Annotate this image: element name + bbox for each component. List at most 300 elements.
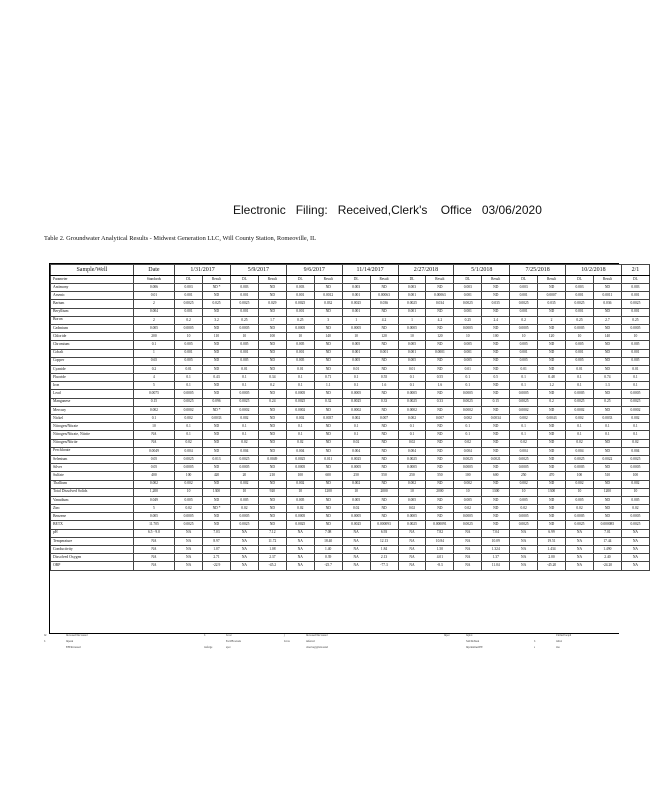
result-cell: 7.12	[258, 529, 286, 537]
detection-limit-cell: 100	[286, 472, 314, 480]
parameter-name: Antimony	[51, 284, 134, 292]
standard-value: NA	[133, 546, 174, 554]
detection-limit-cell: 0.0005	[342, 513, 370, 521]
result-cell: ND	[538, 357, 566, 365]
detection-limit-cell: 0.01	[286, 365, 314, 373]
result-cell: 1.40	[314, 546, 342, 554]
footnote-item	[204, 646, 230, 649]
result-cell: 0.24	[258, 398, 286, 406]
result-cell: 140	[314, 333, 342, 341]
standard-value: 400	[133, 472, 174, 480]
result-cell: ND	[314, 357, 342, 365]
groundwater-results-table	[50, 264, 650, 571]
result-cell: 17.44	[593, 537, 621, 545]
result-cell: 0.1	[593, 423, 621, 431]
result-cell: ND	[314, 390, 342, 398]
footnote-text: Inp/destined/EE	[466, 646, 483, 649]
result-cell: ND	[593, 308, 621, 316]
detection-limit-cell: 0.0005	[510, 513, 538, 521]
result-cell: 0.032	[314, 300, 342, 308]
detection-limit-cell: 0.005	[342, 357, 370, 365]
detection-limit-cell: 0.1	[230, 382, 258, 390]
result-cell: ND	[482, 357, 510, 365]
result-cell: ND	[370, 464, 398, 472]
detection-limit-cell: 0.002	[566, 480, 594, 488]
table-row	[51, 496, 650, 504]
detection-limit-cell: 0.25	[286, 316, 314, 324]
detection-limit-cell: 0.0025	[398, 455, 426, 463]
detection-limit-cell: 0.003	[398, 284, 426, 292]
dl-header: DL	[342, 276, 370, 284]
result-cell: ND	[258, 464, 286, 472]
result-cell: -25.7	[314, 562, 342, 570]
result-cell: -45.20	[538, 562, 566, 570]
detection-limit-cell: 0.0025	[454, 300, 482, 308]
standard-value: 4	[133, 374, 174, 382]
detection-limit-cell: NA	[175, 529, 203, 537]
detection-limit-cell: 0.2	[175, 316, 203, 324]
result-cell: ND	[370, 496, 398, 504]
result-cell: ND	[258, 431, 286, 439]
table-row	[51, 447, 650, 455]
footnote-text: bcosc	[226, 634, 232, 637]
detection-limit-cell: 0.01	[566, 365, 594, 373]
parameter-name: Zinc	[51, 505, 134, 513]
result-cell: ND	[538, 308, 566, 316]
detection-limit-cell: 0.1	[286, 431, 314, 439]
dl-header: DL	[621, 276, 649, 284]
result-cell: ND	[538, 480, 566, 488]
result-cell: ND	[426, 365, 454, 373]
detection-limit-cell: 0.001	[510, 292, 538, 300]
detection-limit-cell: 1	[398, 316, 426, 324]
detection-limit-cell: 0.02	[454, 505, 482, 513]
result-cell: 7.03	[203, 529, 231, 537]
table-row	[51, 357, 650, 365]
result-cell: ND	[370, 480, 398, 488]
detection-limit-cell: 0.005	[286, 341, 314, 349]
detection-limit-cell: NA	[454, 554, 482, 562]
detection-limit-cell: 0.1	[230, 423, 258, 431]
detection-limit-cell: 0.01	[175, 365, 203, 373]
result-cell: ND	[203, 365, 231, 373]
result-cell: ND	[482, 464, 510, 472]
result-cell: 0.74	[593, 374, 621, 382]
table-row	[51, 488, 650, 496]
result-cell: 0.007	[370, 415, 398, 423]
detection-limit-cell: 0.003	[454, 284, 482, 292]
detection-limit-cell: 0.001	[230, 308, 258, 316]
result-cell: 0.025	[203, 300, 231, 308]
detection-limit-cell: NA	[454, 562, 482, 570]
detection-limit-cell: 0.005	[621, 496, 649, 504]
detection-limit-cell: 10	[175, 333, 203, 341]
result-cell: 7.82	[426, 529, 454, 537]
standard-value: NA	[133, 439, 174, 447]
table-row	[51, 390, 650, 398]
result-cell: 1300	[482, 488, 510, 496]
detection-limit-cell: 0.01	[454, 365, 482, 373]
result-cell: ND	[314, 480, 342, 488]
result-cell: ND	[426, 390, 454, 398]
detection-limit-cell: NA	[621, 537, 649, 545]
result-cell: 0.000093	[370, 521, 398, 529]
standard-value: 11.705	[133, 521, 174, 529]
detection-limit-cell: 10	[286, 333, 314, 341]
detection-limit-cell: 0.001	[510, 349, 538, 357]
detection-limit-cell: 0.005	[175, 341, 203, 349]
detection-limit-cell: 0.02	[454, 439, 482, 447]
result-cell: ND	[258, 423, 286, 431]
detection-limit-cell: 0.002	[454, 480, 482, 488]
footnote-text: Ea/d/Brocreek	[226, 640, 241, 643]
table-row	[51, 423, 650, 431]
parameter-name: Dissolved Oxygen	[51, 554, 134, 562]
result-cell: ND	[314, 431, 342, 439]
detection-limit-cell: 0.01	[342, 365, 370, 373]
result-cell: ND	[482, 308, 510, 316]
result-cell: ND	[593, 324, 621, 332]
detection-limit-cell: NA	[342, 554, 370, 562]
table-row	[51, 480, 650, 488]
result-cell: ND	[426, 447, 454, 455]
detection-limit-cell: 0.001	[175, 349, 203, 357]
standard-value: 0.005	[133, 324, 174, 332]
footnote-key: b	[44, 640, 46, 643]
result-cell: 0.000091	[426, 521, 454, 529]
result-header: Result	[538, 276, 566, 284]
footnote-item	[44, 640, 73, 643]
detection-limit-cell: 0.004	[566, 447, 594, 455]
detection-limit-cell: 0.005	[566, 341, 594, 349]
detection-limit-cell: 0.1	[454, 423, 482, 431]
result-cell: 0.39	[314, 554, 342, 562]
result-cell: ND	[538, 464, 566, 472]
result-cell: ND	[203, 390, 231, 398]
sample-date-header: 2/1	[621, 265, 649, 276]
result-cell: ND	[426, 284, 454, 292]
result-cell: ND	[258, 292, 286, 300]
detection-limit-cell: NA	[398, 562, 426, 570]
detection-limit-cell: 0.02	[286, 439, 314, 447]
detection-limit-cell: 0.0005	[175, 390, 203, 398]
result-cell: ND	[370, 406, 398, 414]
result-cell: ND	[370, 341, 398, 349]
detection-limit-cell: 0.005	[510, 357, 538, 365]
detection-limit-cell: 0.002	[398, 480, 426, 488]
detection-limit-cell: NA	[175, 554, 203, 562]
detection-limit-cell: 0.1	[398, 431, 426, 439]
detection-limit-cell: 0.0025	[175, 455, 203, 463]
detection-limit-cell: 10	[510, 488, 538, 496]
result-cell: ND	[538, 390, 566, 398]
parameter-name: Thallium	[51, 480, 134, 488]
result-cell: ND	[258, 365, 286, 373]
detection-limit-cell: 0.1	[286, 374, 314, 382]
detection-limit-cell: 0.0025	[342, 521, 370, 529]
detection-limit-cell: 0.1	[175, 382, 203, 390]
detection-limit-cell: 0.003	[342, 284, 370, 292]
detection-limit-cell: NA	[175, 546, 203, 554]
result-cell: ND	[314, 365, 342, 373]
table-row	[51, 284, 650, 292]
result-cell: 0.34	[258, 374, 286, 382]
result-cell: 7.08	[314, 529, 342, 537]
detection-limit-cell: 1	[342, 316, 370, 324]
results-table-container	[49, 263, 641, 634]
detection-limit-cell: 0.0005	[342, 464, 370, 472]
footnote-item	[284, 634, 327, 637]
result-cell: 510	[593, 472, 621, 480]
result-cell: 11.72	[258, 537, 286, 545]
detection-limit-cell: 0.001	[454, 308, 482, 316]
result-cell: 1.7	[258, 316, 286, 324]
result-cell: 4.2	[370, 316, 398, 324]
detection-limit-cell: 0.002	[230, 480, 258, 488]
detection-limit-cell: 0.01	[398, 365, 426, 373]
footnote-key: s	[534, 646, 536, 649]
parameter-name: Mercury	[51, 406, 134, 414]
detection-limit-cell: 0.0005	[621, 324, 649, 332]
detection-limit-cell: 0.005	[342, 496, 370, 504]
detection-limit-cell: 0.002	[621, 415, 649, 423]
detection-limit-cell: 0.0025	[342, 455, 370, 463]
result-cell: 10.84	[426, 537, 454, 545]
result-cell: 6.99	[538, 529, 566, 537]
detection-limit-cell: NA	[175, 537, 203, 545]
result-cell: ND *	[203, 284, 231, 292]
parameter-name: Cadmium	[51, 324, 134, 332]
dl-header: DL	[175, 276, 203, 284]
detection-limit-cell: 0.1	[566, 382, 594, 390]
detection-limit-cell: 10	[454, 333, 482, 341]
parameter-name: ORP	[51, 562, 134, 570]
standard-value: 0.05	[133, 464, 174, 472]
detection-limit-cell: 0.1	[230, 431, 258, 439]
standard-value: NA	[133, 537, 174, 545]
detection-limit-cell: 0.1	[566, 374, 594, 382]
result-cell: 2.00	[538, 554, 566, 562]
result-cell: 100	[258, 333, 286, 341]
detection-limit-cell: 0.004	[398, 447, 426, 455]
detection-limit-cell: NA	[510, 554, 538, 562]
parameter-name: Sulfate	[51, 472, 134, 480]
detection-limit-cell: 0.001	[286, 349, 314, 357]
result-cell: 1.07	[203, 546, 231, 554]
detection-limit-cell: 0.0025	[566, 455, 594, 463]
result-cell: 0.0007	[538, 292, 566, 300]
result-cell: ND	[426, 455, 454, 463]
result-cell: ND	[314, 496, 342, 504]
result-cell: 3	[314, 316, 342, 324]
detection-limit-cell: NA	[230, 562, 258, 570]
footnote-text: Increased/Decreased	[306, 634, 328, 637]
result-cell: 1300	[538, 488, 566, 496]
result-header: Result	[593, 276, 621, 284]
result-cell: 11.04	[482, 562, 510, 570]
detection-limit-cell: NA	[342, 546, 370, 554]
detection-limit-cell: 0.002	[566, 415, 594, 423]
result-cell: ND	[426, 513, 454, 521]
detection-limit-cell: 0.0025	[175, 300, 203, 308]
detection-limit-cell: 0.1	[621, 423, 649, 431]
detection-limit-cell: 0.004	[510, 447, 538, 455]
result-cell: -45.2	[258, 562, 286, 570]
standard-value: 2	[133, 300, 174, 308]
result-cell: -24.20	[593, 562, 621, 570]
detection-limit-cell: 0.1	[454, 374, 482, 382]
result-cell: ND	[203, 324, 231, 332]
detection-limit-cell: 0.001	[566, 292, 594, 300]
result-cell: 110	[203, 333, 231, 341]
detection-limit-cell: 0.005	[454, 341, 482, 349]
footnote-key: Inpor	[444, 634, 450, 637]
parameter-name: Copper	[51, 357, 134, 365]
result-cell: ND	[593, 439, 621, 447]
standard-value: 0.01	[133, 292, 174, 300]
dl-header: DL	[510, 276, 538, 284]
detection-limit-cell: 0.1	[175, 431, 203, 439]
detection-limit-cell: 0.0005	[230, 324, 258, 332]
standard-value: 1,200	[133, 488, 174, 496]
parameter-name: Beryllium	[51, 308, 134, 316]
result-cell: ND	[314, 406, 342, 414]
result-cell: 0.036	[593, 300, 621, 308]
table-row	[51, 521, 650, 529]
result-cell: ND	[482, 439, 510, 447]
detection-limit-cell: 0.003	[566, 284, 594, 292]
detection-limit-cell: 0.002	[230, 415, 258, 423]
result-cell: ND	[593, 513, 621, 521]
detection-limit-cell: 0.0005	[510, 324, 538, 332]
detection-limit-cell: 0.0025	[621, 398, 649, 406]
result-cell: 1.84	[370, 546, 398, 554]
detection-limit-cell: NA	[286, 537, 314, 545]
result-cell: 0.029	[258, 300, 286, 308]
detection-limit-cell: 0.001	[621, 308, 649, 316]
result-cell: ND	[426, 439, 454, 447]
result-cell: 0.15	[482, 398, 510, 406]
result-cell: ND	[203, 464, 231, 472]
detection-limit-cell: 0.0002	[566, 406, 594, 414]
footnote-item	[44, 634, 87, 637]
result-cell: ND	[203, 349, 231, 357]
parameter-name: Conductivity	[51, 546, 134, 554]
result-cell: 550	[370, 472, 398, 480]
result-cell: ND	[538, 513, 566, 521]
table-row	[51, 439, 650, 447]
result-cell: ND	[370, 308, 398, 316]
detection-limit-cell: 0.02	[175, 439, 203, 447]
detection-limit-cell: 10	[230, 488, 258, 496]
detection-limit-cell: NA	[621, 529, 649, 537]
table-row	[51, 513, 650, 521]
detection-limit-cell: NA	[566, 546, 594, 554]
standard-value: 0.004	[133, 308, 174, 316]
result-cell: ND	[203, 496, 231, 504]
result-cell: ND	[258, 284, 286, 292]
result-cell: ND	[482, 284, 510, 292]
result-cell: 0.035	[538, 300, 566, 308]
result-cell: ND	[258, 357, 286, 365]
detection-limit-cell: 0.02	[621, 505, 649, 513]
result-cell: ND	[314, 423, 342, 431]
standard-value: NA	[133, 554, 174, 562]
detection-limit-cell: NA	[398, 537, 426, 545]
detection-limit-cell: 0.0025	[342, 300, 370, 308]
detection-limit-cell: 0.0025	[566, 521, 594, 529]
result-cell: 0.007	[426, 415, 454, 423]
result-cell: ND	[482, 480, 510, 488]
detection-limit-cell: 0.0025	[230, 521, 258, 529]
sample-date-header: 10/2/2018	[566, 265, 622, 276]
detection-limit-cell: 0.1	[510, 423, 538, 431]
detection-limit-cell: NA	[566, 537, 594, 545]
parameter-name: Nitrogen/Nitrate	[51, 423, 134, 431]
detection-limit-cell: NA	[621, 546, 649, 554]
parameter-name: Total Dissolved Solids	[51, 488, 134, 496]
result-cell: ND	[314, 284, 342, 292]
result-cell: ND	[482, 365, 510, 373]
standard-value: 0.049	[133, 496, 174, 504]
result-cell: ND	[203, 341, 231, 349]
date-header-row	[51, 265, 650, 276]
result-cell: 2.7	[593, 316, 621, 324]
detection-limit-cell: 0.0005	[286, 513, 314, 521]
result-cell: 0.0021	[482, 455, 510, 463]
detection-limit-cell: 10	[621, 488, 649, 496]
detection-limit-cell: NA	[286, 529, 314, 537]
result-cell: 0.0033	[203, 415, 231, 423]
detection-limit-cell: 0.0005	[398, 324, 426, 332]
detection-limit-cell: 0.002	[175, 480, 203, 488]
result-cell: 2.13	[370, 554, 398, 562]
result-cell: ND	[258, 521, 286, 529]
detection-limit-cell: 0.001	[398, 349, 426, 357]
standard-value: 6.5 - 9.0	[133, 529, 174, 537]
detection-limit-cell: 0.0025	[286, 300, 314, 308]
detection-limit-cell: 250	[342, 472, 370, 480]
detection-limit-cell: 10	[566, 333, 594, 341]
result-cell: ND	[482, 349, 510, 357]
result-cell: -22.9	[203, 562, 231, 570]
result-cell: ND	[370, 423, 398, 431]
date-label-header: Date	[133, 265, 174, 276]
result-cell: 0.32	[314, 398, 342, 406]
result-cell: ND	[593, 447, 621, 455]
result-cell: 0.2	[538, 398, 566, 406]
parameter-name: Cobalt	[51, 349, 134, 357]
sample-date-header: 5/1/2018	[454, 265, 510, 276]
detection-limit-cell: 0.001	[621, 292, 649, 300]
result-cell: ND	[538, 521, 566, 529]
table-row	[51, 472, 650, 480]
detection-limit-cell: 0.001	[510, 308, 538, 316]
result-cell: ND	[203, 292, 231, 300]
parameter-name: Nickel	[51, 415, 134, 423]
result-cell: ND	[370, 455, 398, 463]
detection-limit-cell: 0.0005	[286, 390, 314, 398]
result-cell: 2	[538, 316, 566, 324]
table-row	[51, 406, 650, 414]
detection-limit-cell: NA	[510, 537, 538, 545]
standard-value: 2	[133, 316, 174, 324]
column-header-row	[51, 276, 650, 284]
result-cell: ND	[203, 423, 231, 431]
detection-limit-cell: 0.003	[621, 284, 649, 292]
footnote-item	[444, 634, 472, 637]
result-header: Result	[258, 276, 286, 284]
